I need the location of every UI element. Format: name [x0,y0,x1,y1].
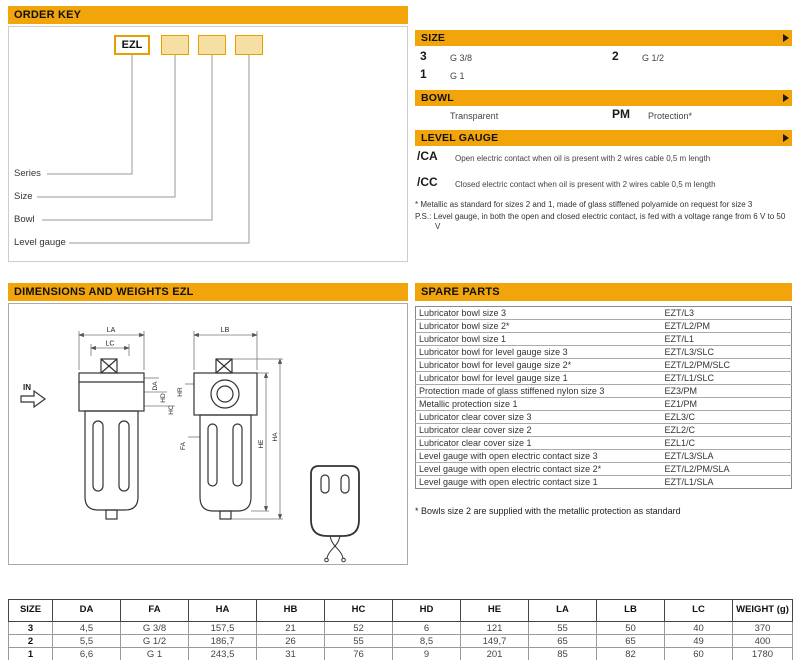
column-header: FA [121,600,189,622]
table-cell: 370 [733,622,793,635]
size-option-code: 1 [420,67,427,81]
spare-part-row [416,307,792,320]
order-key-label-size: Size [14,191,33,202]
spare-parts-header [415,283,792,301]
order-key-title: ORDER KEY [14,9,82,21]
table-row [9,635,793,648]
spare-part-description: Level gauge with open electric contact size 2* [416,463,662,476]
dim-label-fa: FA [180,442,187,450]
spare-part-code: EZL1/C [662,437,792,450]
dim-label-da: DA [152,381,159,391]
table-cell: 121 [461,622,529,635]
spare-part-row [416,437,792,450]
dim-label-lb: LB [220,327,230,334]
spare-part-code: EZT/L2/PM/SLA [662,463,792,476]
in-label: IN [23,383,31,392]
order-key-label-series: Series [14,168,41,179]
spare-part-row [416,398,792,411]
size-option-value: G 1 [450,71,465,81]
spare-part-description: Lubricator bowl size 2* [416,320,662,333]
table-cell: 186,7 [189,635,257,648]
bowl-header [415,90,792,106]
ps-footnote: P.S.: Level gauge, in both the open and closed electric contact, is fed with a voltage range from 6 V to 50 V [415,212,786,232]
level-gauge-code: /CC [417,175,438,189]
table-cell: 55 [325,635,393,648]
table-cell: 52 [325,622,393,635]
table-cell: 4,5 [53,622,121,635]
column-header: LA [529,600,597,622]
dimensions-table [8,599,793,660]
level-gauge-title: LEVEL GAUGE [421,132,499,144]
arrow-right-icon [783,34,789,42]
column-header: HC [325,600,393,622]
table-cell: 65 [597,635,665,648]
column-header: LB [597,600,665,622]
table-cell: 55 [529,622,597,635]
spare-part-code: EZT/L1/SLA [662,476,792,489]
order-key-header [8,6,408,24]
dim-label-hr: HR [177,387,184,397]
spare-part-row [416,476,792,489]
order-key-label-bowl: Bowl [14,214,35,225]
table-cell: 400 [733,635,793,648]
spare-part-code: EZT/L1 [662,333,792,346]
size-order-box [161,35,189,55]
table-cell: G 1/2 [121,635,189,648]
table-cell: G 3/8 [121,622,189,635]
spare-part-row [416,385,792,398]
spare-part-description: Lubricator bowl for level gauge size 2* [416,359,662,372]
spare-part-row [416,346,792,359]
level-gauge-code: /CA [417,149,438,163]
order-key-connector-lines [9,27,407,261]
spare-part-code: EZ3/PM [662,385,792,398]
table-cell: G 1 [121,648,189,660]
table-cell: 6,6 [53,648,121,660]
spare-part-code: EZT/L3/SLA [662,450,792,463]
bowl-pm-code: PM [612,107,630,121]
spare-part-code: EZL3/C [662,411,792,424]
spare-part-description: Lubricator bowl for level gauge size 1 [416,372,662,385]
level-gauge-header [415,130,792,146]
table-cell: 50 [597,622,665,635]
column-header: LC [665,600,733,622]
column-header: WEIGHT (g) [733,600,793,622]
spare-parts-table [415,306,792,489]
spare-part-code: EZT/L1/SLC [662,372,792,385]
table-row [9,622,793,635]
arrow-right-icon [783,94,789,102]
spare-part-code: EZT/L2/PM [662,320,792,333]
level-gauge-order-box [235,35,263,55]
dim-label-ha: HA [272,432,279,442]
spare-part-description: Lubricator clear cover size 1 [416,437,662,450]
spare-part-description: Metallic protection size 1 [416,398,662,411]
spare-part-row [416,320,792,333]
bowl-order-box [198,35,226,55]
dim-label-lc: LC [105,340,115,348]
spare-part-row [416,372,792,385]
spare-part-row [416,450,792,463]
table-cell: 21 [257,622,325,635]
spare-part-code: EZT/L2/PM/SLC [662,359,792,372]
table-cell: 6 [393,622,461,635]
dim-label-he: HE [258,439,265,449]
table-cell: 76 [325,648,393,660]
table-cell: 3 [9,622,53,635]
spare-part-description: Level gauge with open electric contact size 1 [416,476,662,489]
table-cell: 40 [665,622,733,635]
table-cell: 49 [665,635,733,648]
dim-label-hd: HD [160,393,167,403]
spare-part-code: EZ1/PM [662,398,792,411]
size-option-value: G 1/2 [642,53,665,63]
column-header: DA [53,600,121,622]
dim-label-hc: HC [168,405,175,415]
table-cell: 31 [257,648,325,660]
spare-parts-footnote: * Bowls size 2 are supplied with the metallic protection as standard [415,506,681,516]
spare-part-row [416,333,792,346]
dimensions-table-header-row [9,600,793,622]
spare-part-description: Level gauge with open electric contact size 3 [416,450,662,463]
arrow-right-icon [783,134,789,142]
table-cell: 1 [9,648,53,660]
size-option-code: 2 [612,49,619,63]
table-cell: 82 [597,648,665,660]
table-cell: 85 [529,648,597,660]
spare-part-code: EZT/L3/SLC [662,346,792,359]
bowl-transparent-label: Transparent [450,111,499,121]
bowl-pm-label: Protection* [648,111,693,121]
table-cell: 8,5 [393,635,461,648]
spare-part-description: Lubricator bowl size 1 [416,333,662,346]
size-option-code: 3 [420,49,427,63]
column-header: HD [393,600,461,622]
order-key-diagram [8,26,408,262]
order-key-label-level-gauge: Level gauge [14,237,66,248]
spare-part-row [416,463,792,476]
spare-part-description: Lubricator bowl size 3 [419,308,507,318]
spare-part-description: Protection made of glass stiffened nylon size 3 [416,385,662,398]
column-header: SIZE [9,600,53,622]
spare-part-description: Lubricator clear cover size 3 [416,411,662,424]
spare-parts-title: SPARE PARTS [421,286,500,298]
metallic-footnote: * Metallic as standard for sizes 2 and 1, made of glass stiffened polyamide on request for size 3 [415,200,753,209]
dimensions-drawing [8,303,408,565]
level-gauge-description: Open electric contact when oil is present with 2 wires cable 0,5 m length [455,154,711,163]
level-gauge-description: Closed electric contact when oil is present with 2 wires cable 0,5 m length [455,180,716,189]
spare-part-row [416,359,792,372]
column-header: HE [461,600,529,622]
size-header [415,30,792,46]
table-cell: 5,5 [53,635,121,648]
table-cell: 243,5 [189,648,257,660]
bowl-title: BOWL [421,92,454,104]
table-cell: 201 [461,648,529,660]
size-option-value: G 3/8 [450,53,473,63]
table-cell: 149,7 [461,635,529,648]
table-cell: 1780 [733,648,793,660]
table-cell: 60 [665,648,733,660]
spare-part-description: Lubricator clear cover size 2 [416,424,662,437]
table-cell: 157,5 [189,622,257,635]
spare-part-row [416,424,792,437]
table-cell: 2 [9,635,53,648]
dimensions-header [8,283,408,301]
column-header: HA [189,600,257,622]
spare-part-description: Lubricator bowl for level gauge size 3 [416,346,662,359]
table-cell: 26 [257,635,325,648]
table-cell: 65 [529,635,597,648]
series-code-box: EZL [114,35,150,55]
spare-part-row [416,411,792,424]
size-title: SIZE [421,32,446,44]
spare-part-code: EZL2/C [662,424,792,437]
table-cell: 9 [393,648,461,660]
column-header: HB [257,600,325,622]
spare-part-code: EZT/L3 [664,308,695,318]
dimensions-title: DIMENSIONS AND WEIGHTS EZL [14,286,194,298]
lubricator-technical-drawing [9,304,407,564]
dim-label-la: LA [106,327,116,334]
table-row [9,648,793,660]
